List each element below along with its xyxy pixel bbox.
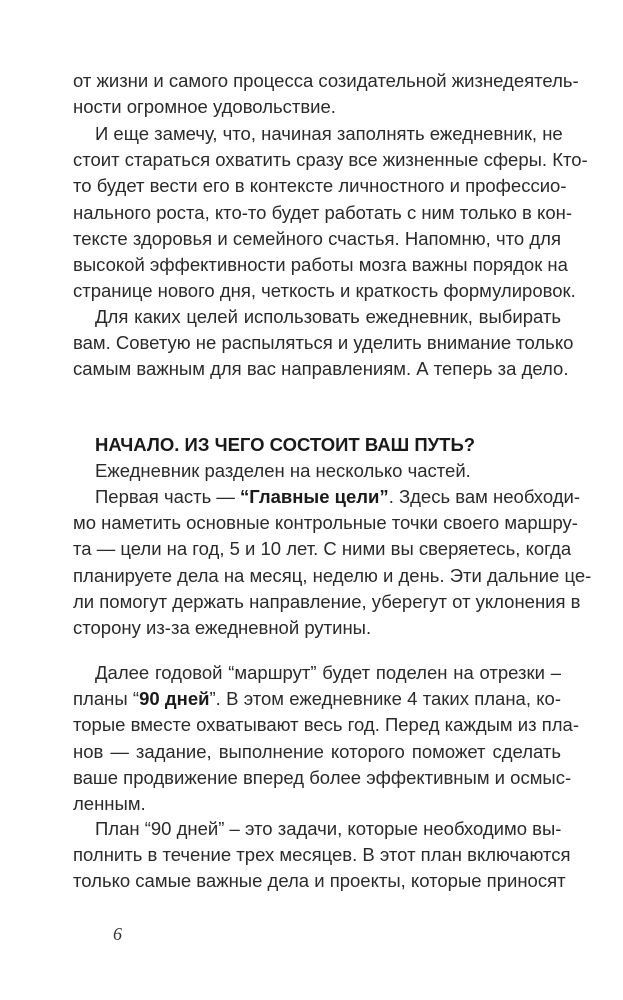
text-line: мо наметить основные контрольные точки своего маршру- xyxy=(73,512,578,534)
text-line: Для каких целей использовать ежедневник, выбирать xyxy=(95,306,561,327)
text-line: ли помогут держать направление, уберегут от уклонения в xyxy=(73,590,581,612)
text-line: та — цели на год, 5 и 10 лет. С ними вы сверяетесь, когда xyxy=(73,538,572,560)
text-line: самым важным для вас направлениям. А теперь за дело. xyxy=(73,358,569,380)
text-run: планы “ xyxy=(73,688,140,710)
text-line: от жизни и самого процесса созидательной жизнедеятель- xyxy=(73,70,579,91)
text-run: ”. В этом ежедневнике 4 таких плана, ко- xyxy=(209,688,561,710)
text-line: Далее годовой “маршрут” будет поделен на отрезки – xyxy=(95,662,561,683)
paragraph-plan xyxy=(73,816,571,895)
text-run: Первая часть — xyxy=(95,486,241,507)
text-line xyxy=(73,686,561,712)
text-line: странице нового дня, четкость и краткость формулировок. xyxy=(73,280,576,302)
paragraph-top xyxy=(73,68,579,120)
text-run: . Здесь вам необходи- xyxy=(388,486,581,507)
section-heading: НАЧАЛО. ИЗ ЧЕГО СОСТОИТ ВАШ ПУТЬ? xyxy=(95,434,476,455)
text-line: высокой эффективности работы мозга важны порядок на xyxy=(73,254,568,276)
paragraph-goals xyxy=(73,304,574,383)
text-line: Ежедневник разделен на несколько частей. xyxy=(95,460,471,481)
text-line: ности огромное удовольствие. xyxy=(73,96,336,118)
text-line: полнить в течение трех месяцев. В этот план включаются xyxy=(73,844,571,866)
paragraph-intro xyxy=(73,458,561,484)
text-line: торые вместе охватывают весь год. Перед каждым из пла- xyxy=(73,714,579,736)
text-line: вам. Советую не распыляться и уделить внимание только xyxy=(73,332,574,354)
text-line xyxy=(73,484,581,510)
paragraph-remark xyxy=(73,121,588,304)
text-line: то будет вести его в контексте личностного и профессио- xyxy=(73,175,567,197)
bold-term: “Главные цели” xyxy=(240,486,389,507)
text-line: нов — задание, выполнение которого поможет сделать xyxy=(73,740,561,762)
bold-term: 90 дней xyxy=(139,688,210,710)
text-line: ленным. xyxy=(73,793,146,815)
paragraph-first-part xyxy=(73,484,592,641)
text-line: тексте здоровья и семейного счастья. Напомню, что для xyxy=(73,227,561,249)
text-line: планируете дела на месяц, неделю и день. Эти дальние це- xyxy=(73,564,592,586)
text-line: нального роста, кто-то будет работать с ним только в кон- xyxy=(73,201,572,223)
text-line: План “90 дней” – это задачи, которые необходимо вы- xyxy=(95,818,562,839)
text-line: сторону из-за ежедневной рутины. xyxy=(73,617,372,639)
paragraph-route xyxy=(73,660,579,817)
text-line: только самые важные дела и проекты, которые приносят xyxy=(73,870,566,892)
page-number: 6 xyxy=(113,924,122,944)
text-line: И еще замечу, что, начиная заполнять ежедневник, не xyxy=(95,123,563,144)
text-line: стоит стараться охватить сразу все жизненные сферы. Кто- xyxy=(73,149,588,171)
text-line: ваше продвижение вперед более эффективным и осмыс- xyxy=(73,766,572,788)
